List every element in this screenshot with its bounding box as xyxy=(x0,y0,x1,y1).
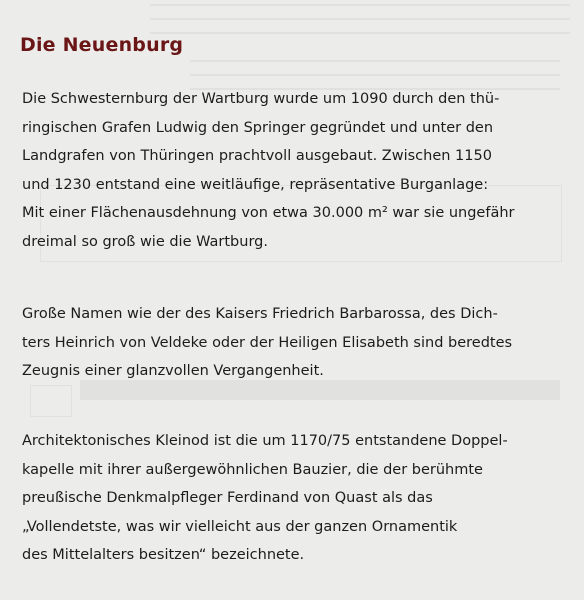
text-line: preußische Denkmalpfleger Ferdinand von Quast als das xyxy=(22,490,433,507)
text-line: des Mittelalters besitzen“ bezeichnete. xyxy=(22,547,305,564)
paragraph-chapel xyxy=(22,427,508,570)
text-line: Landgrafen von Thüringen prachtvoll ausgebaut. Zwischen 1150 xyxy=(22,148,492,165)
text-line: Zeugnis einer glanzvollen Vergangenheit. xyxy=(22,363,324,380)
text-line: kapelle mit ihrer außergewöhnlichen Bauzier, die der berühmte xyxy=(22,461,483,478)
paragraph-names xyxy=(22,300,512,386)
text-line: dreimal so groß wie die Wartburg. xyxy=(22,233,268,250)
paragraph-history xyxy=(22,85,515,257)
text-line: ringischen Grafen Ludwig den Springer gegründet und unter den xyxy=(22,119,494,136)
text-line: und 1230 entstand eine weitläufige, repräsentative Burganlage: xyxy=(22,176,489,193)
text-line: Große Namen wie der des Kaisers Friedrich Barbarossa, des Dich- xyxy=(22,306,498,322)
text-line: Mit einer Flächenausdehnung von etwa 30.000 m² war sie ungefähr xyxy=(22,205,515,222)
text-line: Die Schwesternburg der Wartburg wurde um 1090 durch den thü- xyxy=(22,91,500,107)
page-title: Die Neuenburg xyxy=(20,34,184,56)
text-line: Architektonisches Kleinod ist die um 1170/75 entstandene Doppel- xyxy=(22,433,508,449)
text-line: „Vollendetste, was wir vielleicht aus der ganzen Ornamentik xyxy=(22,518,458,535)
text-line: ters Heinrich von Veldeke oder der Heiligen Elisabeth sind beredtes xyxy=(22,334,513,351)
